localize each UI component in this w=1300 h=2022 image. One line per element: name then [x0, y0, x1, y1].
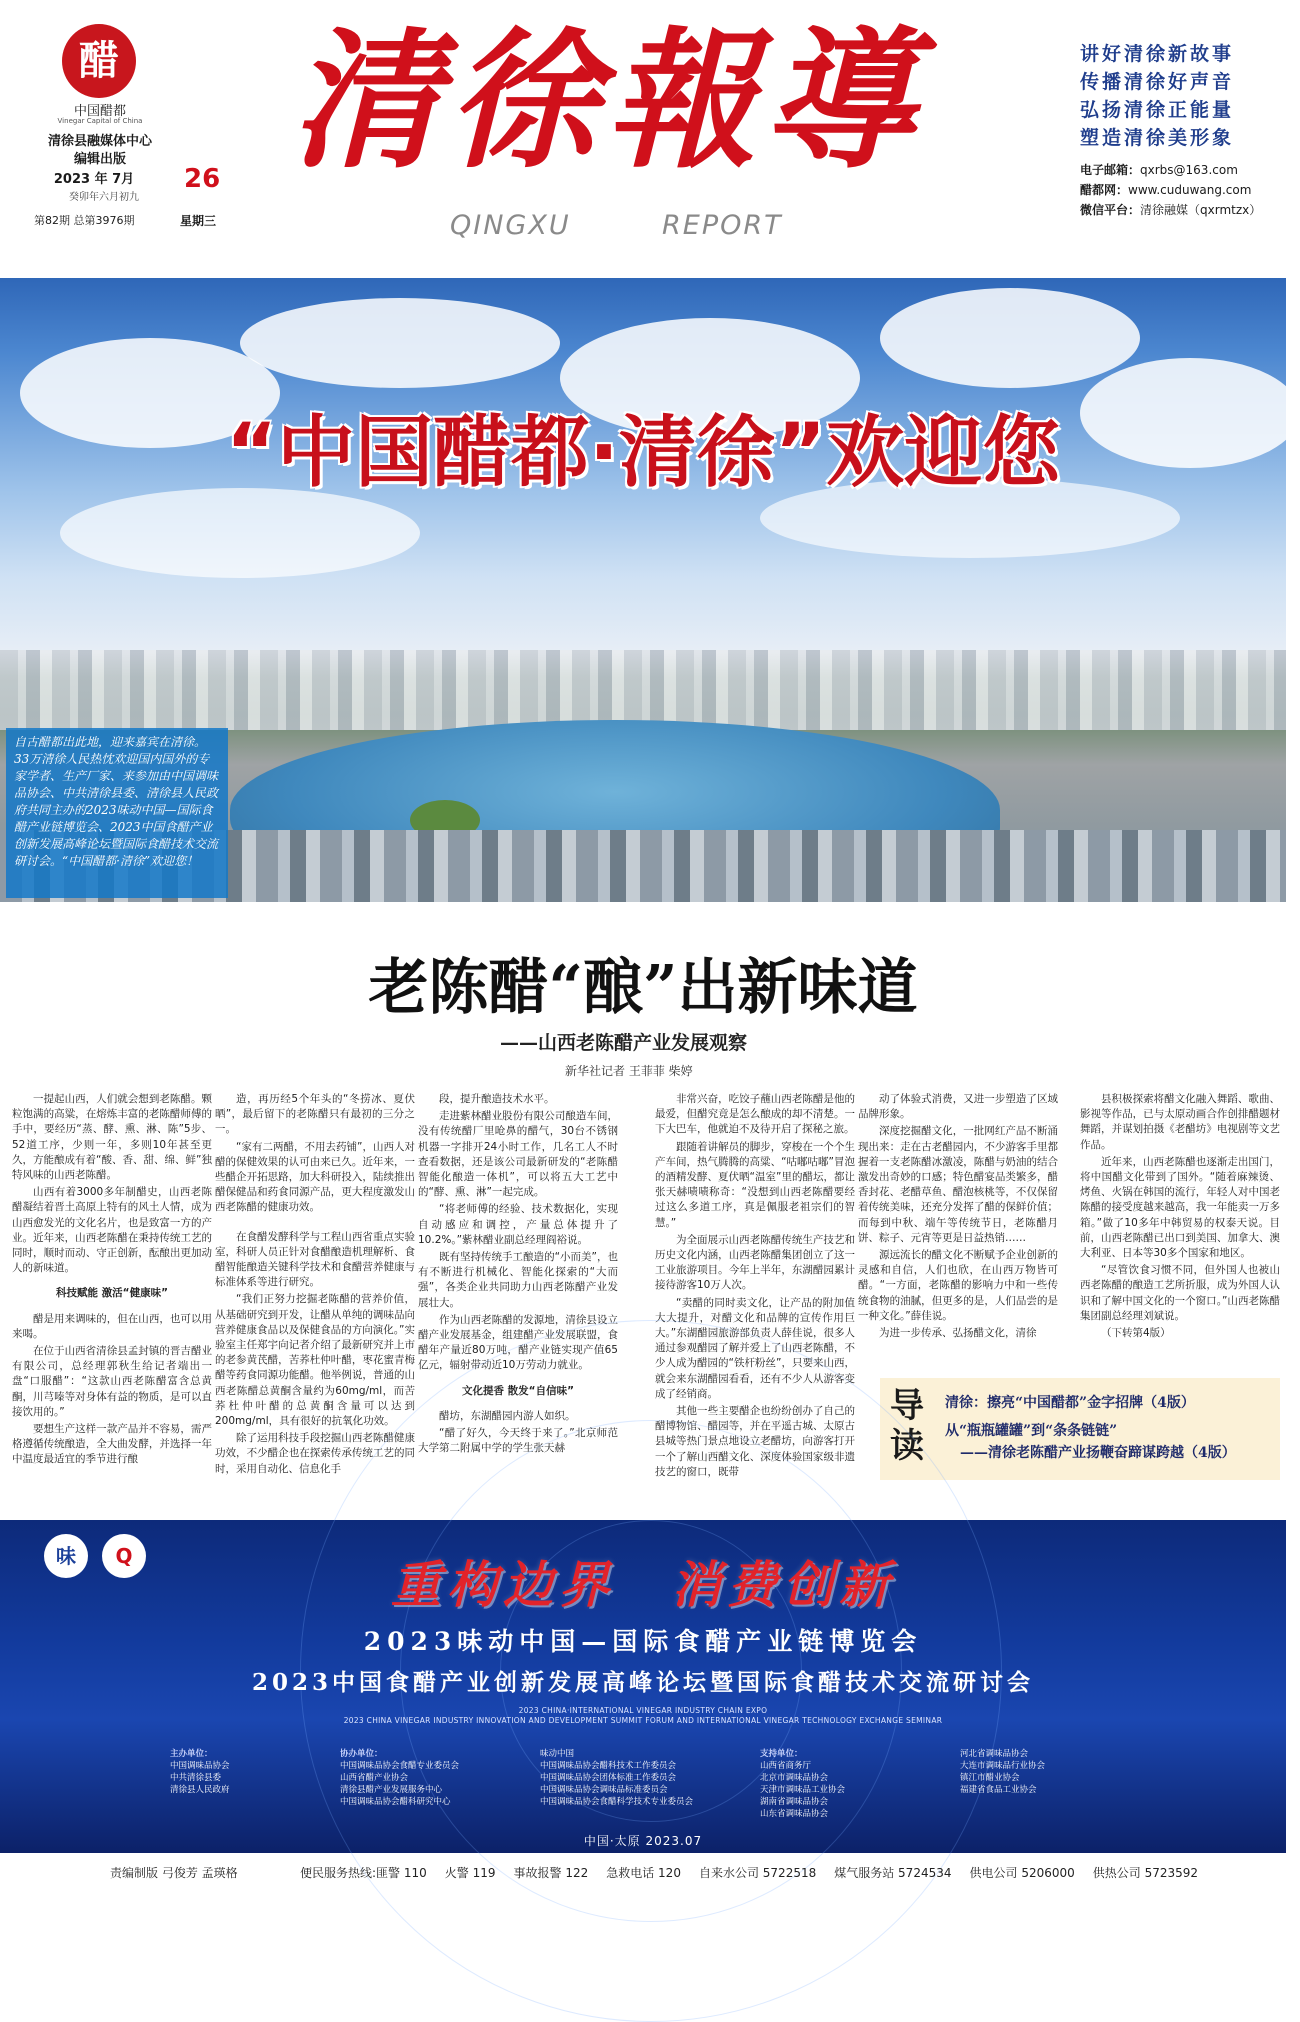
guide-item[interactable]: 从“瓶瓶罐罐”到“条条链链”: [945, 1423, 1118, 1439]
masthead: [0, 0, 1286, 270]
hotline-item: 供热公司 5723592: [1092, 1866, 1199, 1880]
article-paragraph: 为全面展示山西老陈醋传统生产技艺和历史文化内涵，山西老陈醋集团创立了这一工业旅游项目。今年上半年，东湖醋园累计接待游客10万人次。: [655, 1233, 855, 1292]
ad-forum-title: 2023中国食醋产业创新发展高峰论坛暨国际食醋技术交流研讨会: [251, 1669, 1034, 1696]
contact-email: 电子邮箱：qxrbs@163.com: [1080, 163, 1238, 177]
organizer-name: 中国调味品协会食醋专业委员会: [340, 1761, 460, 1771]
article-paragraph: 深度挖掘醋文化，一批网红产品不断涌现出来：走在古老醋园内，不少游客手里都握着一支老陈醋冰激凌，陈醋与奶油的结合激发出奇妙的口感；特色醋宴品类繁多，醋香封花、老醋草鱼、醋泡核桃等，不仅保留着传统美味，还充分发挥了醋的保鲜价值；而每到中秋、端午等传统节日，老陈醋月饼、粽子、元宵等更是日益热销……: [858, 1125, 1058, 1244]
organizer-name: 中国调味品协会调味品标准委员会: [540, 1785, 668, 1795]
organizer-group: [340, 1748, 459, 1808]
slogan-line: 塑造清徐美形象: [1080, 127, 1235, 149]
article-paragraph: 走进紫林醋业股份有限公司酿造车间，没有传统醋厂里呛鼻的醋气，30台不锈钢机器一字排开24小时工作，几名工人不时查看数据，还是该公司最新研发的“老陈醋智能化酿造一体机”，可以将五大工艺中的“酵、熏、淋”一起完成。: [418, 1110, 618, 1199]
organizer-group: [540, 1748, 693, 1808]
guide-item[interactable]: ——清徐老陈醋产业扬鞭奋蹄谋跨越（4版）: [960, 1445, 1236, 1461]
organizer-name: 山西省商务厅: [760, 1761, 812, 1771]
weekday: 星期三: [180, 214, 217, 228]
ad-location-date: 中国·太原 2023.07: [583, 1834, 703, 1848]
hotline-item: 煤气服务站 5724534: [834, 1866, 952, 1880]
article-paragraph: 动了体验式消费，又进一步塑造了区域品牌形象。: [858, 1093, 1058, 1121]
article-column: [1080, 1092, 1280, 1372]
article-paragraph: 近年来，山西老陈醋也逐渐走出国门，将中国醋文化带到了国外。“随着麻辣烫、烤鱼、火锅在韩国的流行，年轻人对中国老陈醋的接受度越来越高，我一年能卖一万多箱。”做了10多年中韩贸易的权泰天说。目前，山西老陈醋已出口到美国、加拿大、澳大利亚、日本等30多个国家和地区。: [1080, 1155, 1280, 1260]
issue-number: 第82期 总第3976期: [34, 214, 135, 227]
hotline-item: 火警 119: [444, 1866, 496, 1880]
organizer-name: 大连市调味品行业协会: [960, 1761, 1046, 1771]
ad-english-title: 2023 CHINA·INTERNATIONAL VINEGAR INDUSTRY CHAIN EXPO 2023 CHINA VINEGAR INDUSTRY INNOVATION AND DEVELOPMENT SUMMIT FORUM AND INTERNATIONAL VINEGAR TECHNOLOGY EXCHANGE SEMINAR: [343, 1706, 943, 1725]
editor-credit: 责编制版 弓俊芳 孟瑛格: [110, 1866, 238, 1880]
ad-slogan: 重构边界 消费创新: [391, 1555, 895, 1614]
article-paragraph: 其他一些主要醋企也纷纷创办了自己的醋博物馆、醋园等，并在平遥古城、太原古县城等热门景点地设立老醋坊，向游客打开一个了解山西醋文化、深度体验国家级非遗技艺的窗口，既带: [655, 1405, 855, 1478]
logo-en: Vinegar Capital of China: [57, 117, 143, 125]
newspaper-title-en-2: REPORT: [662, 210, 783, 241]
organizer-heading: 主办单位：: [170, 1749, 213, 1759]
article-paragraph: 造，再历经5个年头的“冬捞冰、夏伏晒”，最后留下的老陈醋只有最初的三分之一。: [215, 1093, 415, 1136]
article-paragraph: 山西有着3000多年制醋史，山西老陈醋凝结着晋土高原上特有的风土人情，成为山西愈发光的文化名片，也是致富一方的产业。近年来，山西老陈醋在秉持传统工艺的同时，顺时而动、守正创新，酝酿出更加动人的新味道。: [12, 1186, 212, 1275]
organizer-name: 中国调味品协会醋科研究中心: [340, 1797, 451, 1807]
hotline-item: 事故报警 122: [513, 1866, 589, 1880]
article-paragraph: 跟随着讲解员的脚步，穿梭在一个个生产车间，热气腾腾的高粱、“咕嘟咕嘟”冒泡的酒精发酵、夏伏晒“温室”里的醋坛，都让张天赫啧啧称奇：“没想到山西老陈醋要经过这么多道工序，真是佩服老祖宗们的智慧。”: [655, 1140, 855, 1229]
article-subtitle: ——山西老陈醋产业发展观察: [500, 1032, 748, 1054]
organizer-name: 天津市调味品工业协会: [760, 1785, 846, 1795]
tasty-logo: 味: [44, 1534, 88, 1578]
contact-website: 醋都网：www.cuduwang.com: [1080, 183, 1252, 197]
organizer-name: 中国调味品协会团体标准工作委员会: [540, 1773, 677, 1783]
contacts: [1080, 160, 1280, 220]
vinegar-capital-logo: 醋: [62, 24, 136, 98]
newspaper-title: 清徐報導: [290, 13, 923, 189]
organizer-name: 中国调味品协会食醋科学技术专业委员会: [540, 1797, 694, 1807]
section-heading: 文化提香 散发“自信味”: [462, 1384, 574, 1397]
issue-date: 2023 年 7月: [53, 172, 135, 187]
article-paragraph: 一提起山西，人们就会想到老陈醋。颗粒饱满的高粱，在熔炼丰富的老陈醋师傅的手中，要经历“蒸、酵、熏、淋、陈”5步、52道工序，少则一年，多则10年甚至更久，方能酿成有着“酸、香、甜、绵、鲜”独特风味的山西老陈醋。: [12, 1093, 212, 1182]
issue-day: 26: [184, 164, 221, 194]
hotline-item: 自来水公司 5722518: [698, 1866, 817, 1880]
hero-caption: 自古醋都出此地，迎来嘉宾在清徐。33万清徐人民热忱欢迎国内国外的专家学者、生产厂家、来参加由中国调味品协会、中共清徐县委、清徐县人民政府共同主办的2023味动中国—国际食醋产业链博览会、2023中国食醋产业创新发展高峰论坛暨国际食醋技术交流研讨会。“中国醋都·清徐”欢迎您！: [6, 728, 228, 898]
ad-expo-title: 2023味动中国—国际食醋产业链博览会: [363, 1627, 923, 1656]
article-paragraph: 源远流长的醋文化不断赋予企业创新的灵感和自信，人们也欣，在山西万物皆可醋。“一方面，老陈醋的影响力中和一些传统食物的油腻，但更多的是，人们品尝的是一种文化。”薛佳说。: [858, 1249, 1058, 1322]
organizer-heading: 支持单位：: [760, 1749, 803, 1759]
article-paragraph: 除了运用科技手段挖掘山西老陈醋健康功效，不少醋企也在探索传承传统工艺的同时，采用自动化、信息化手: [215, 1432, 415, 1475]
publisher-line-2: 编辑出版: [73, 152, 126, 167]
article-paragraph: “醋了好久，今天终于来了。”北京师范大学第二附属中学的学生张天赫: [418, 1427, 618, 1455]
organizer-name: 中共清徐县委: [170, 1773, 222, 1783]
article-paragraph: 醋坊，东湖醋园内游人如织。: [439, 1409, 576, 1422]
slogans: [1080, 40, 1280, 152]
organizer-name: 镇江市醋业协会: [960, 1773, 1020, 1783]
article-title: 老陈醋“酿”出新味道: [368, 953, 918, 1023]
article-paragraph: 县积极探索将醋文化融入舞蹈、歌曲、影视等作品，已与太原动画合作创排醋题材舞蹈，并谋划拍摄《老醋坊》电视剧等文艺作品。: [1080, 1093, 1280, 1151]
organizer-name: 清徐县醋产业发展服务中心: [340, 1785, 443, 1795]
article-paragraph: 要想生产这样一款产品并不容易，需严格遵循传统酿造，全大曲发酵，并选择一年中温度最适宜的季节进行酿: [12, 1423, 212, 1466]
organizer-name: 山东省调味品协会: [760, 1809, 829, 1819]
expo-logo: Q: [102, 1534, 146, 1578]
article-paragraph: “我们正努力挖掘老陈醋的营养价值，从基础研究到开发，让醋从单纯的调味品向营养健康食品以及保健食品的方向演化。”实验室主任郑宇向记者介绍了最新研究并上市的老参黄芪醋，苦荞杜仲叶醋，枣花蜜青梅醋等药食同源功能醋。他举例说，普通的山西老陈醋总黄酮含量约为60mg/ml，而苦荞杜仲叶醋的总黄酮含量可以达到200mg/ml，具有很好的抗氧化功效。: [215, 1293, 415, 1428]
hotline-item: 便民服务热线:匪警 110: [300, 1866, 427, 1880]
lunar-date: 癸卯年六月初九: [69, 192, 139, 203]
article-paragraph: 为进一步传承、弘扬醋文化，清徐: [879, 1327, 1037, 1340]
article-byline: 新华社记者 王菲菲 柴婷: [565, 1064, 693, 1078]
organizer-name: 湖南省调味品协会: [760, 1797, 829, 1807]
article-paragraph: （下转第4版）: [1101, 1327, 1171, 1340]
hotline-item: 急救电话 120: [606, 1866, 681, 1880]
contact-wechat: 微信平台：清徐融媒（qxrmtzx）: [1080, 203, 1262, 217]
organizer-name: 中国调味品协会醋科技术工作委员会: [540, 1761, 677, 1771]
article-paragraph: 非常兴奋，吃饺子蘸山西老陈醋是他的最爱，但醋究竟是怎么酿成的却不清楚。一下大巴车，他就迫不及待开启了探秘之旅。: [655, 1093, 855, 1136]
article-column: [215, 1092, 415, 1480]
organizer-group: [960, 1748, 1045, 1796]
article-paragraph: “将老师傅的经验、技术数据化，实现自动感应和调控，产量总体提升了10.2%。”紫林醋业副总经理阎裕说。: [418, 1203, 618, 1246]
article-paragraph: 作为山西老陈醋的发源地，清徐县设立醋产业发展基金，组建醋产业发展联盟，食醋年产量近80万吨，醋产业链实现产值65亿元，辐射带动近10万劳动力就业。: [418, 1313, 618, 1372]
organizer-name: 河北省调味品协会: [960, 1749, 1029, 1759]
publisher-line-1: 清徐县融媒体中心: [47, 134, 152, 149]
article-column: [12, 1092, 212, 1480]
organizer-name: 福建省食品工业协会: [960, 1785, 1037, 1795]
article-paragraph: “家有二两醋，不用去药铺”，山西人对醋的保健效果的认可由来已久。近年来，一些醋企开拓思路，加大科研投入，陆续推出醋保健品和药食同源产品，更大程度激发山西老陈醋的健康功效。: [215, 1140, 415, 1214]
slogan-line: 讲好清徐新故事: [1080, 43, 1235, 65]
guide-item[interactable]: 清徐：擦亮“中国醋都”金字招牌（4版）: [945, 1395, 1195, 1411]
hero-headline: “中国醋都·清徐”欢迎您: [225, 408, 1061, 498]
organizer-name: 味动中国: [540, 1749, 575, 1759]
article-paragraph: “卖醋的同时卖文化，让产品的附加值大大提升，对醋文化和品牌的宣传作用巨大。”东湖醋园旅游部负责人薛佳说，很多人通过参观醋园了解并爱上了山西老陈醋，不少人成为醋园的“铁杆粉丝”，只要来山西，就会来东湖醋园看看，还有不少人从游客变成了经销商。: [655, 1296, 855, 1400]
article-paragraph: 在食醋发酵科学与工程山西省重点实验室，科研人员正针对食醋酿造机理解析、食醋智能酿造关键科学技术和食醋营养健康与标准体系等进行研究。: [215, 1230, 415, 1289]
article-paragraph: “尽管饮食习惯不同，但外国人也被山西老陈醋的酿造工艺所折服，成为外国人认识和了解中国文化的一个窗口。”山西老陈醋集团副总经理刘斌说。: [1080, 1264, 1280, 1322]
organizer-group: [170, 1748, 230, 1796]
hotline-item: 供电公司 5206000: [969, 1866, 1075, 1880]
slogan-line: 传播清徐好声音: [1080, 71, 1235, 93]
logo-name: 中国醋都: [73, 104, 126, 119]
organizer-name: 中国调味品协会: [170, 1761, 230, 1771]
guide-label: 导读: [890, 1386, 924, 1466]
organizer-group: [760, 1748, 845, 1820]
organizer-heading: 协办单位：: [340, 1749, 383, 1759]
page-footer: [0, 1860, 1286, 1890]
organizer-name: 山西省醋产业协会: [340, 1773, 409, 1783]
organizer-name: 清徐县人民政府: [170, 1785, 230, 1795]
organizer-name: 北京市调味品协会: [760, 1773, 829, 1783]
article-paragraph: 在位于山西省清徐县孟封镇的晋吉醋业有限公司，总经理郭秋生给记者端出一盘“口服醋”：“这款山西老陈醋富含总黄酮，川芎嗪等对身体有益的物质，是可以直接饮用的。”: [12, 1345, 212, 1418]
article-paragraph: 既有坚持传统手工酿造的“小而美”，也有不断进行机械化、智能化探索的“大而强”，各类企业共同助力山西老陈醋产业发展壮大。: [418, 1251, 618, 1309]
article-column: [858, 1092, 1058, 1372]
slogan-line: 弘扬清徐正能量: [1080, 99, 1235, 121]
article-paragraph: 段，提升酿造技术水平。: [439, 1093, 555, 1105]
hotlines: [300, 1860, 1216, 1886]
article-paragraph: 醋是用来调味的，但在山西，也可以用来喝。: [12, 1312, 212, 1340]
newspaper-title-en-1: QINGXU: [450, 210, 571, 241]
section-heading: 科技赋能 激活“健康味”: [56, 1287, 168, 1300]
city-skyline: [0, 650, 1286, 730]
